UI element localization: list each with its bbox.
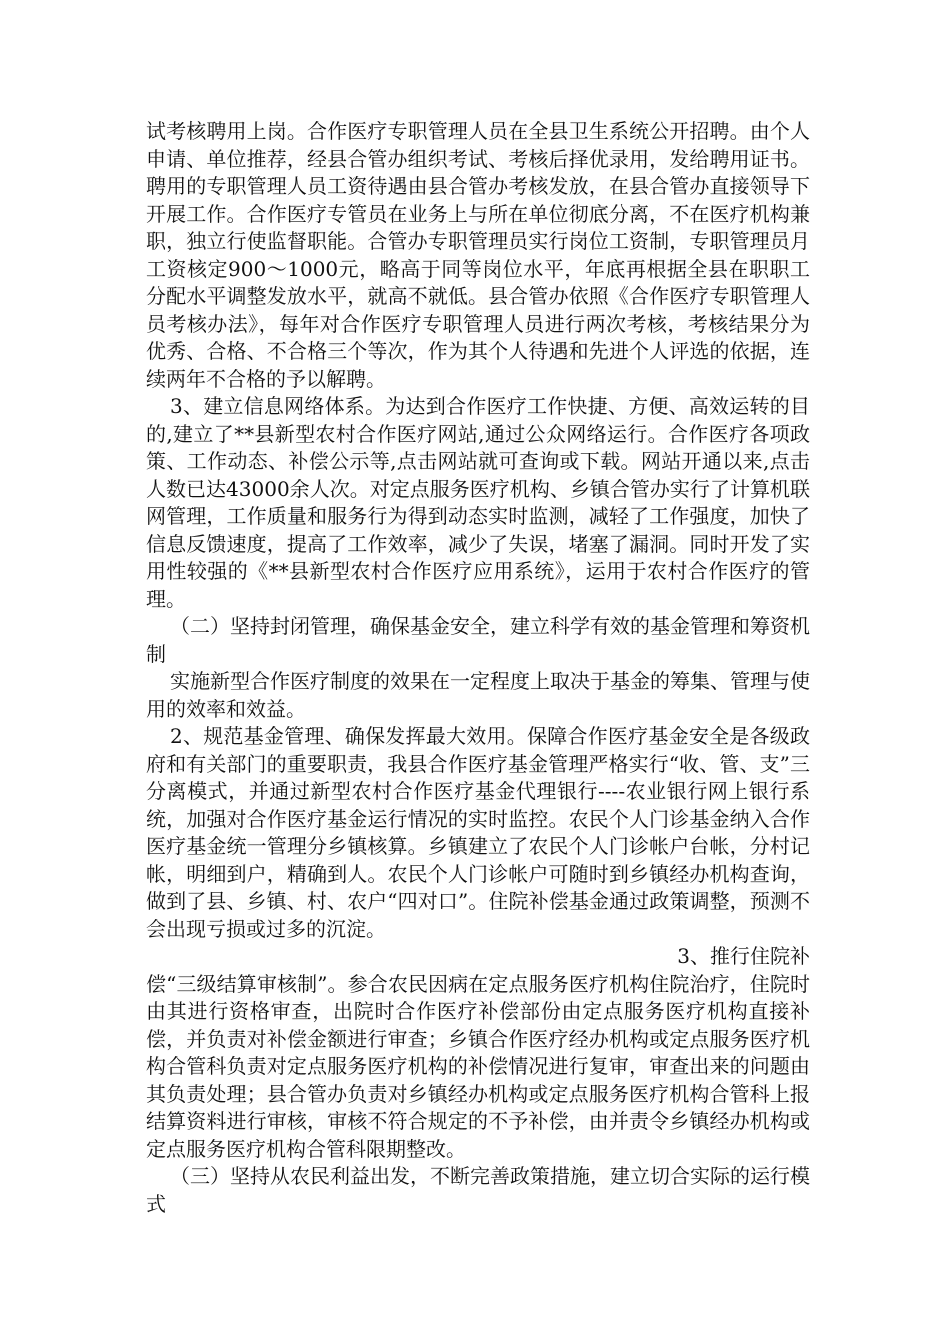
paragraph-settlement-audit-lead: 3、推行住院补 <box>677 944 810 968</box>
paragraph-settlement-audit <box>146 943 810 1163</box>
paragraph-settlement-audit-body: 偿“三级结算审核制”。参合农民因病在定点服务医疗机构住院治疗，住院时由其进行资格审查，出院时合作医疗补偿部份由定点服务医疗机构直接补偿，并负责对补偿金额进行审查；乡镇合作医疗经办机构或定点服务医疗机构合管科负责对定点服务医疗机构的补偿情况进行复审，审查出来的问题由其负责处理；县合管办负责对乡镇经办机构或定点服务医疗机构合管科上报结算资料进行审核，审核不符合规定的不予补偿，由并责令乡镇经办机构或定点服务医疗机构合管科限期整改。 <box>146 971 810 1161</box>
section-heading-farmer-interests: （三）坚持从农民利益出发，不断完善政策措施，建立切合实际的运行模式 <box>146 1164 810 1216</box>
paragraph-fund-efficiency: 实施新型合作医疗制度的效果在一定程度上取决于基金的筹集、管理与使用的效率和效益。 <box>146 669 810 721</box>
document-body <box>146 118 810 1218</box>
paragraph-staff-assessment: 试考核聘用上岗。合作医疗专职管理人员在全县卫生系统公开招聘。由个人申请、单位推荐，经县合管办组织考试、考核后择优录用，发给聘用证书。聘用的专职管理人员工资待遇由县合管办考核发放，在县合管办直接领导下开展工作。合作医疗专管员在业务上与所在单位彻底分离，不在医疗机构兼职，独立行使监督职能。合管办专职管理员实行岗位工资制，专职管理员月工资核定900～1000元，略高于同等岗位水平，年底再根据全县在职职工分配水平调整发放水平，就高不就低。县合管办依照《合作医疗专职管理人员考核办法》，每年对合作医疗专职管理人员进行两次考核，考核结果分为优秀、合格、不合格三个等次，作为其个人待遇和先进个人评选的依据，连续两年不合格的予以解聘。 <box>146 119 810 391</box>
paragraph-information-network: 3、建立信息网络体系。为达到合作医疗工作快捷、方便、高效运转的目的,建立了**县新型农村合作医疗网站,通过公众网络运行。合作医疗各项政策、工作动态、补偿公示等,点击网站就可查询或下载。网站开通以来,点击人数已达43000余人次。对定点服务医疗机构、乡镇合管办实行了计算机联网管理，工作质量和服务行为得到动态实时监测，减轻了工作强度，加快了信息反馈速度，提高了工作效率，减少了失误，堵塞了漏洞。同时开发了实用性较强的《**县新型农村合作医疗应用系统》，运用于农村合作医疗的管理。 <box>146 394 810 611</box>
section-heading-fund-management: （二）坚持封闭管理，确保基金安全，建立科学有效的基金管理和筹资机制 <box>146 614 810 666</box>
paragraph-fund-regulation: 2、规范基金管理、确保发挥最大效用。保障合作医疗基金安全是各级政府和有关部门的重要职责，我县合作医疗基金管理严格实行“收、管、支”三分离模式，并通过新型农村合作医疗基金代理银行----农业银行网上银行系统，加强对合作医疗基金运行情况的实时监控。农民个人门诊基金纳入合作医疗基金统一管理分乡镇核算。乡镇建立了农民个人门诊帐户台帐，分村记帐，明细到户，精确到人。农民个人门诊帐户可随时到乡镇经办机构查询，做到了县、乡镇、村、农户“四对口”。住院补偿基金通过政策调整，预测不会出现亏损或过多的沉淀。 <box>146 724 810 941</box>
